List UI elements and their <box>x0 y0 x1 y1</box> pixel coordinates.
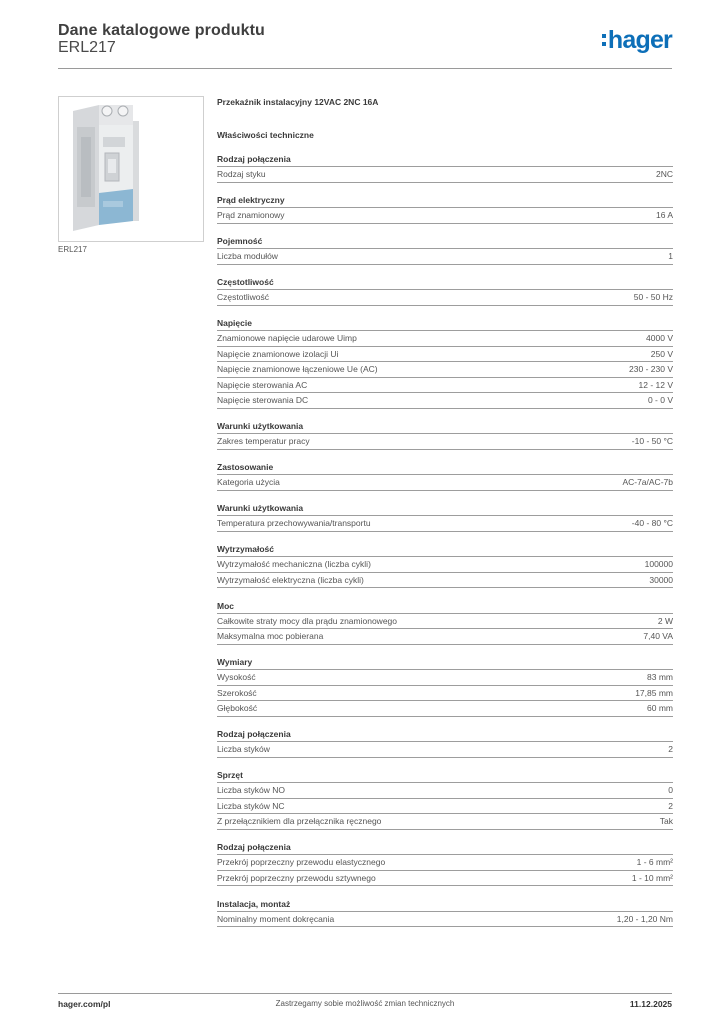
spec-value: 2NC <box>655 169 673 179</box>
spec-rows <box>217 515 673 532</box>
spec-value: 1 - 6 mm² <box>636 857 673 867</box>
spec-label: Liczba styków NC <box>217 800 285 811</box>
spec-value: 0 <box>668 785 673 795</box>
spec-value: 2 <box>668 744 673 754</box>
spec-label: Wysokość <box>217 672 256 682</box>
spec-label: Napięcie sterowania DC <box>217 395 309 405</box>
spec-group-title: Częstotliwość <box>217 277 274 287</box>
spec-row <box>217 474 673 491</box>
spec-value: 4000 V <box>646 333 673 343</box>
spec-label: Przekrój poprzeczny przewodu elastycznego <box>217 857 386 867</box>
spec-row <box>217 628 673 645</box>
spec-group <box>217 655 673 717</box>
spec-row <box>217 854 673 870</box>
spec-label: Głębokość <box>217 703 258 713</box>
spec-group <box>217 152 673 183</box>
spec-value: 16 A <box>655 210 673 220</box>
spec-row <box>217 669 673 685</box>
spec-group <box>217 193 673 224</box>
spec-label: Liczba styków NO <box>217 785 286 795</box>
spec-group <box>217 768 673 830</box>
spec-label: Liczba modułów <box>217 251 278 261</box>
logo-text: hager <box>607 26 672 54</box>
spec-value: 12 - 12 V <box>638 379 673 390</box>
spec-value: 230 - 230 V <box>629 364 673 374</box>
spec-rows <box>217 330 673 409</box>
spec-rows <box>217 782 673 830</box>
spec-row <box>217 346 673 362</box>
document-title: Dane katalogowe produktu <box>58 22 265 39</box>
spec-row <box>217 515 673 532</box>
spec-rows <box>217 166 673 183</box>
spec-rows <box>217 474 673 491</box>
spec-value: -40 - 80 °C <box>631 518 673 528</box>
spec-rows <box>217 741 673 758</box>
spec-label: Temperatura przechowywania/transportu <box>217 518 371 528</box>
spec-label: Maksymalna moc pobierana <box>217 631 324 641</box>
spec-row <box>217 782 673 798</box>
spec-value: 60 mm <box>647 703 673 713</box>
spec-row <box>217 248 673 265</box>
spec-group-title: Prąd elektryczny <box>217 195 285 205</box>
spec-value: 83 mm <box>647 672 673 682</box>
spec-value: AC-7a/AC-7b <box>622 477 673 487</box>
spec-value: 1 - 10 mm² <box>631 872 673 883</box>
spec-group-title: Warunki użytkowania <box>217 503 304 513</box>
properties-title: Właściwości techniczne <box>217 130 314 140</box>
logo-dots-icon <box>602 34 606 46</box>
spec-label: Nominalny moment dokręcania <box>217 913 335 924</box>
product-name: Przekaźnik instalacyjny 12VAC 2NC 16A <box>217 97 379 107</box>
page-footer <box>58 993 672 1009</box>
spec-group-title: Wymiary <box>217 657 253 667</box>
spec-label: Napięcie znamionowe łączeniowe Ue (AC) <box>217 364 378 374</box>
relay-illustration <box>59 97 203 241</box>
spec-value: 1 <box>668 251 673 261</box>
spec-group <box>217 419 673 450</box>
page-header <box>58 20 672 69</box>
spec-group <box>217 897 673 928</box>
spec-group-title: Warunki użytkowania <box>217 421 304 431</box>
spec-row <box>217 613 673 629</box>
spec-label: Częstotliwość <box>217 292 269 302</box>
spec-group-title: Rodzaj połączenia <box>217 154 291 164</box>
spec-row <box>217 361 673 377</box>
spec-group <box>217 599 673 645</box>
footer-disclaimer: Zastrzegamy sobie możliwość zmian technicznych <box>275 999 455 1008</box>
spec-label: Wytrzymałość elektryczna (liczba cykli) <box>217 574 364 585</box>
spec-group-title: Pojemność <box>217 236 263 246</box>
spec-label: Przekrój poprzeczny przewodu sztywnego <box>217 872 376 883</box>
spec-rows <box>217 556 673 588</box>
footer-date: 11.12.2025 <box>629 999 672 1009</box>
product-image <box>58 96 204 242</box>
spec-value: -10 - 50 °C <box>631 436 673 446</box>
spec-group-title: Rodzaj połączenia <box>217 842 291 852</box>
spec-group-title: Napięcie <box>217 318 252 328</box>
spec-group <box>217 460 673 491</box>
spec-label: Wytrzymałość mechaniczna (liczba cykli) <box>217 559 371 569</box>
spec-group <box>217 501 673 532</box>
spec-row <box>217 556 673 572</box>
spec-label: Znamionowe napięcie udarowe Uimp <box>217 333 357 343</box>
spec-row <box>217 572 673 589</box>
spec-group-title: Zastosowanie <box>217 462 274 472</box>
spec-group-title: Sprzęt <box>217 770 243 780</box>
spec-row <box>217 700 673 717</box>
spec-row <box>217 870 673 887</box>
spec-value: 0 - 0 V <box>647 395 673 405</box>
spec-label: Całkowite straty mocy dla prądu znamionowego <box>217 615 398 626</box>
spec-value: 7,40 VA <box>643 631 673 641</box>
spec-group <box>217 275 673 306</box>
spec-label: Kategoria użycia <box>217 477 280 487</box>
spec-row <box>217 330 673 346</box>
spec-row <box>217 433 673 450</box>
spec-row <box>217 911 673 928</box>
spec-row <box>217 289 673 306</box>
spec-label: Szerokość <box>217 687 257 698</box>
spec-rows <box>217 669 673 717</box>
spec-label: Napięcie sterowania AC <box>217 379 308 390</box>
spec-row <box>217 377 673 393</box>
spec-row <box>217 392 673 409</box>
spec-value: 1,20 - 1,20 Nm <box>616 913 673 924</box>
spec-value: 2 <box>668 800 673 811</box>
spec-label: Zakres temperatur pracy <box>217 436 310 446</box>
spec-group <box>217 542 673 588</box>
spec-row <box>217 813 673 830</box>
spec-row <box>217 798 673 814</box>
spec-label: Napięcie znamionowe izolacji Ui <box>217 348 339 359</box>
spec-content <box>217 95 673 938</box>
spec-row <box>217 685 673 701</box>
spec-group-title: Wytrzymałość <box>217 544 275 554</box>
spec-rows <box>217 207 673 224</box>
spec-value: 17,85 mm <box>635 687 673 698</box>
spec-row <box>217 166 673 183</box>
spec-rows <box>217 854 673 886</box>
spec-rows <box>217 613 673 645</box>
spec-label: Liczba styków <box>217 744 270 754</box>
spec-group <box>217 840 673 886</box>
spec-group-title: Moc <box>217 600 234 611</box>
spec-group-title: Rodzaj połączenia <box>217 729 291 739</box>
spec-value: 100000 <box>644 559 673 569</box>
footer-website[interactable]: hager.com/pl <box>58 999 111 1009</box>
spec-value: 250 V <box>650 348 673 359</box>
hager-logo <box>602 26 672 54</box>
spec-value: 2 W <box>657 615 673 626</box>
spec-value: 50 - 50 Hz <box>633 292 673 302</box>
spec-value: Tak <box>659 816 673 826</box>
spec-value: 30000 <box>649 574 673 585</box>
spec-label: Rodzaj styku <box>217 169 266 179</box>
spec-group <box>217 234 673 265</box>
image-caption: ERL217 <box>58 245 87 254</box>
spec-rows <box>217 289 673 306</box>
spec-group <box>217 727 673 758</box>
spec-label: Z przełącznikiem dla przełącznika ręcznego <box>217 816 382 826</box>
spec-row <box>217 741 673 758</box>
spec-group-title: Instalacja, montaż <box>217 898 291 909</box>
spec-group <box>217 316 673 409</box>
spec-rows <box>217 248 673 265</box>
spec-rows <box>217 433 673 450</box>
spec-label: Prąd znamionowy <box>217 210 285 220</box>
product-code: ERL217 <box>58 39 116 56</box>
spec-row <box>217 207 673 224</box>
spec-rows <box>217 911 673 928</box>
spec-groups <box>217 152 673 927</box>
